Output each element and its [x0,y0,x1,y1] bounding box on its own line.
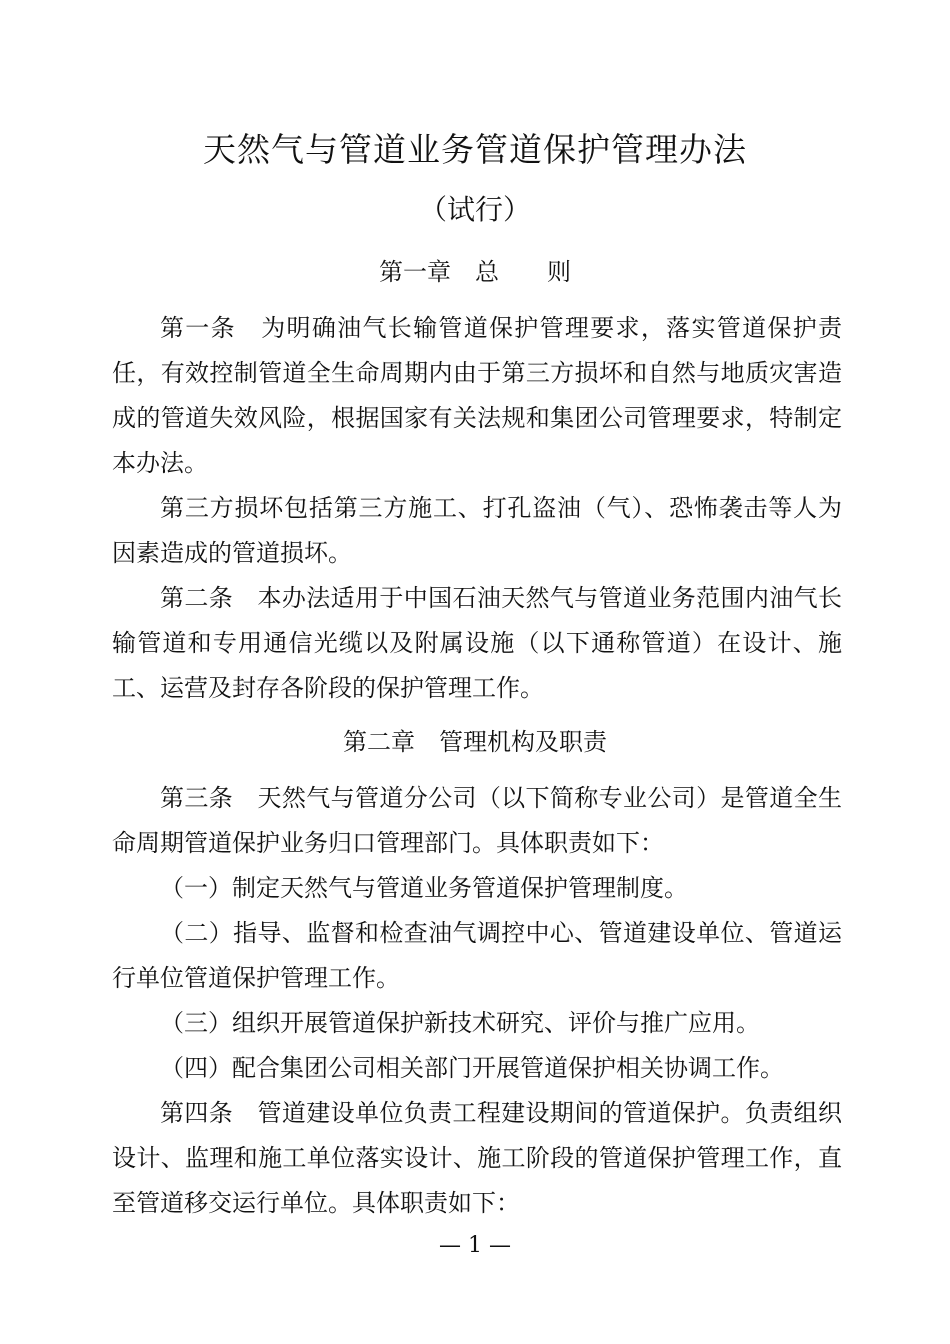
list-item-text: （二）指导、监督和检查油气调控中心、管道建设单位、管道运行单位管道保护管理工作。 [112,919,842,992]
document-subtitle: （试行） [418,193,531,226]
article-number: 第三条 [160,784,258,812]
list-item-text: （四）配合集团公司相关部门开展管道保护相关协调工作。 [160,1054,784,1082]
paragraph-text: 本办法适用于中国石油天然气与管道业务范围内油气长输管道和专用通信光缆以及附属设施（以下通称管道）在设计、施工、运营及封存各阶段的保护管理工作。 [112,584,843,702]
paragraph-text: 管道建设单位负责工程建设期间的管道保护。负责组织设计、监理和施工单位落实设计、施工阶段的管道保护管理工作，直至管道移交运行单位。具体职责如下： [112,1099,843,1217]
paragraph-text: 天然气与管道分公司（以下简称专业公司）是管道全生命周期管道保护业务归口管理部门。具体职责如下： [112,784,843,857]
list-item [112,911,842,1001]
page-number: — 1 — [439,1233,511,1258]
list-item-text: （三）组织开展管道保护新技术研究、评价与推广应用。 [160,1009,760,1037]
article-number: 第二条 [160,584,258,612]
chapter-heading: 第二章 管理机构及职责 [343,728,607,756]
article-number: 第一条 [160,314,262,342]
article-paragraph [112,306,842,486]
chapter-heading: 第一章 总 则 [379,258,571,286]
list-item [112,1001,842,1046]
document-title: 天然气与管道业务管道保护管理办法 [203,130,747,169]
list-item [112,866,842,911]
paragraph-text: 为明确油气长输管道保护管理要求，落实管道保护责任，有效控制管道全生命周期内由于第三方损坏和自然与地质灾害造成的管道失效风险，根据国家有关法规和集团公司管理要求，特制定本办法。 [112,314,843,477]
article-paragraph [112,576,842,711]
list-item-text: （一）制定天然气与管道业务管道保护管理制度。 [160,874,688,902]
list-item [112,1046,842,1091]
article-paragraph [112,1091,842,1226]
article-paragraph [112,776,842,866]
article-number: 第四条 [160,1099,258,1127]
paragraph-text: 第三方损坏包括第三方施工、打孔盗油（气）、恐怖袭击等人为因素造成的管道损坏。 [112,494,842,567]
paragraph [112,486,842,576]
